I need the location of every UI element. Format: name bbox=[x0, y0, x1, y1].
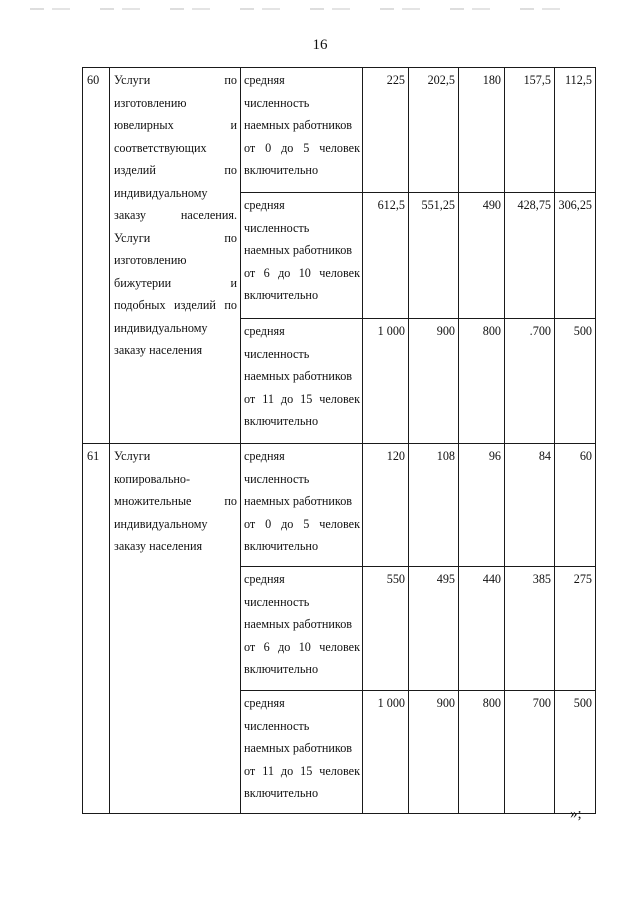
row-number-61: 61 bbox=[83, 444, 110, 814]
row-number-60: 60 bbox=[83, 68, 110, 444]
condition-cell bbox=[241, 193, 363, 319]
condition-line: наемных работников bbox=[244, 741, 353, 755]
value-cell: 112,5 bbox=[555, 68, 596, 193]
service-line: копировально- bbox=[114, 471, 191, 486]
condition-line: включительно bbox=[244, 163, 319, 177]
service-line: Услуги по bbox=[114, 230, 237, 245]
value-cell: 120 bbox=[363, 444, 409, 567]
condition-cell bbox=[241, 691, 363, 814]
condition-line: численность bbox=[244, 220, 310, 235]
scan-artifact bbox=[30, 8, 570, 10]
condition-line: средняя bbox=[244, 572, 285, 586]
value-cell: 700 bbox=[505, 691, 555, 814]
condition-line: наемных работников bbox=[244, 494, 353, 508]
value-cell: 157,5 bbox=[505, 68, 555, 193]
value-cell: 180 bbox=[459, 68, 505, 193]
service-line: заказу населения bbox=[114, 539, 203, 553]
value-cell: 500 bbox=[555, 319, 596, 444]
condition-line: наемных работников bbox=[244, 118, 353, 132]
condition-line: от 11 до 15 человек bbox=[244, 391, 360, 406]
value-cell: 275 bbox=[555, 567, 596, 691]
value-cell: 96 bbox=[459, 444, 505, 567]
condition-line: средняя bbox=[244, 73, 285, 87]
value-cell: 1 000 bbox=[363, 691, 409, 814]
condition-line: от 0 до 5 человек bbox=[244, 140, 360, 155]
service-line: изделий по bbox=[114, 163, 237, 177]
condition-line: численность bbox=[244, 471, 310, 486]
condition-line: от 11 до 15 человек bbox=[244, 763, 360, 778]
condition-cell bbox=[241, 567, 363, 691]
value-cell: 1 000 bbox=[363, 319, 409, 444]
value-cell: 900 bbox=[409, 691, 459, 814]
value-cell: 490 bbox=[459, 193, 505, 319]
service-line: Услуги по bbox=[114, 73, 237, 87]
value-cell: 306,25 bbox=[555, 193, 596, 319]
service-description-60 bbox=[110, 68, 241, 444]
value-cell: 500 bbox=[555, 691, 596, 814]
tariff-table bbox=[82, 67, 596, 814]
value-cell: 551,25 bbox=[409, 193, 459, 319]
condition-line: численность bbox=[244, 346, 310, 361]
service-line: Услуги bbox=[114, 449, 151, 463]
condition-line: средняя bbox=[244, 324, 285, 338]
service-line: индивидуальному bbox=[114, 185, 208, 200]
value-cell: 900 bbox=[409, 319, 459, 444]
closing-quote-mark: »; bbox=[570, 806, 582, 822]
condition-line: численность bbox=[244, 594, 310, 609]
table-row-60-1 bbox=[83, 68, 596, 193]
service-line: бижутерии и bbox=[114, 275, 237, 290]
service-description-61 bbox=[110, 444, 241, 814]
condition-line: от 6 до 10 человек bbox=[244, 265, 360, 280]
condition-line: включительно bbox=[244, 539, 319, 553]
service-line: подобных изделий по bbox=[114, 298, 237, 312]
service-line: индивидуальному bbox=[114, 320, 208, 335]
condition-cell bbox=[241, 444, 363, 567]
condition-line: включительно bbox=[244, 662, 319, 676]
value-cell: 225 bbox=[363, 68, 409, 193]
condition-line: наемных работников bbox=[244, 243, 353, 257]
service-line: изготовлению bbox=[114, 253, 187, 267]
service-line: изготовлению bbox=[114, 95, 187, 110]
value-cell: 550 bbox=[363, 567, 409, 691]
page-number: 16 bbox=[312, 37, 328, 53]
value-cell: 440 bbox=[459, 567, 505, 691]
condition-line: наемных работников bbox=[244, 369, 353, 383]
condition-line: от 6 до 10 человек bbox=[244, 639, 360, 654]
value-cell: 108 bbox=[409, 444, 459, 567]
condition-cell bbox=[241, 68, 363, 193]
condition-line: включительно bbox=[244, 786, 319, 800]
value-cell: 800 bbox=[459, 319, 505, 444]
service-line: ювелирных и bbox=[114, 118, 237, 132]
value-cell: 84 bbox=[505, 444, 555, 567]
condition-line: средняя bbox=[244, 198, 285, 212]
condition-line: средняя bbox=[244, 449, 285, 463]
value-cell: 428,75 bbox=[505, 193, 555, 319]
service-line: соответствующих bbox=[114, 140, 207, 155]
service-line: индивидуальному bbox=[114, 516, 208, 531]
value-cell: 60 bbox=[555, 444, 596, 567]
value-cell: 612,5 bbox=[363, 193, 409, 319]
value-cell: 800 bbox=[459, 691, 505, 814]
value-cell: .700 bbox=[505, 319, 555, 444]
value-cell: 495 bbox=[409, 567, 459, 691]
service-line: заказу населения bbox=[114, 343, 203, 357]
condition-line: от 0 до 5 человек bbox=[244, 516, 360, 531]
condition-line: численность bbox=[244, 95, 310, 110]
table-row-61-1 bbox=[83, 444, 596, 567]
condition-line: средняя bbox=[244, 696, 285, 710]
condition-line: наемных работников bbox=[244, 617, 353, 631]
condition-line: включительно bbox=[244, 414, 319, 428]
condition-line: численность bbox=[244, 718, 310, 733]
service-line: заказу населения. bbox=[114, 208, 237, 222]
value-cell: 202,5 bbox=[409, 68, 459, 193]
value-cell: 385 bbox=[505, 567, 555, 691]
service-line: множительные по bbox=[114, 494, 237, 508]
condition-line: включительно bbox=[244, 288, 319, 302]
condition-cell bbox=[241, 319, 363, 444]
